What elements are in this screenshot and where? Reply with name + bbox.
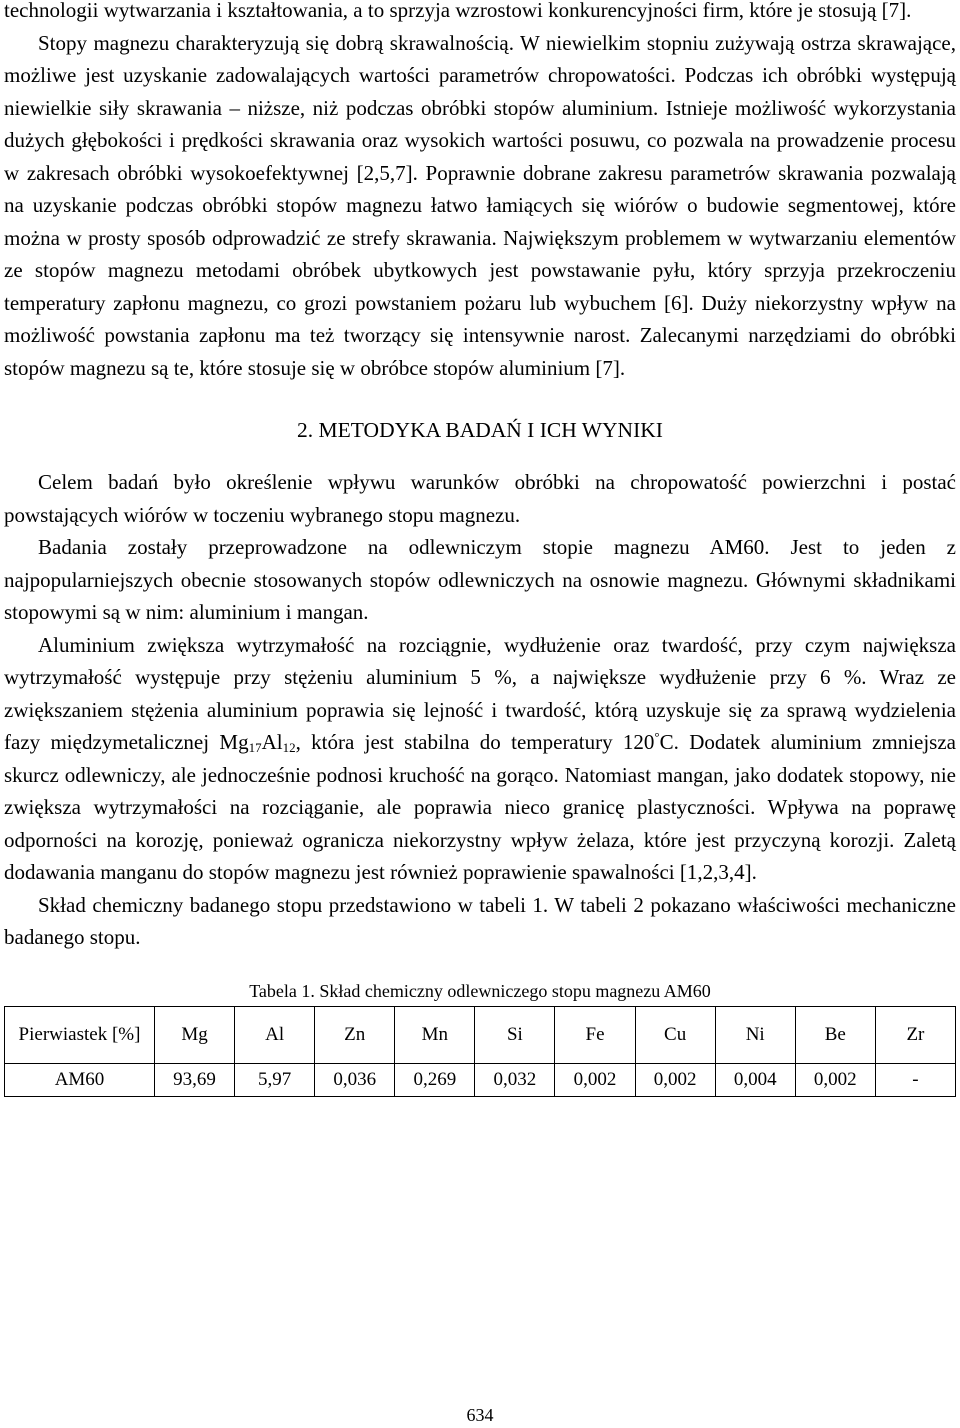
paragraph-aim: Celem badań było określenie wpływu warunków obróbki na chropowatość powierzchni i postać powstających wiórów w toczeniu wybranego stopu magnezu.	[4, 470, 956, 527]
table-cell: 0,002	[555, 1063, 635, 1096]
header-cell: Al	[235, 1006, 315, 1063]
composition-table	[4, 1006, 956, 1097]
table-row	[5, 1063, 956, 1096]
degree-sign: °	[654, 729, 660, 744]
text-fragment: C. Dodatek aluminium zmniejsza skurcz odlewniczy, ale jednocześnie podnosi kruchość na gorąco. Natomiast mangan, jako dodatek stopowy, nie zwiększa wytrzymałości na rozciąganie, ale poprawia nieco granicę plastyczności. Wpływa na poprawę odporności na korozję, ponieważ ogranicza niekorzystny wpływ żelaza, które jest przyczyną korozji. Zaletą dodawania manganu do stopów magnezu jest również poprawienie spawalności [1,2,3,4].	[4, 730, 956, 884]
table-cell: 0,004	[715, 1063, 795, 1096]
table-cell: 0,269	[395, 1063, 475, 1096]
header-cell: Si	[475, 1006, 555, 1063]
page-body	[4, 0, 956, 1097]
header-cell: Be	[795, 1006, 875, 1063]
table-cell: 0,036	[315, 1063, 395, 1096]
paragraph-machinability: Stopy magnezu charakteryzują się dobrą skrawalnością. W niewielkim stopniu zużywają ostrza skrawające, możliwe jest uzyskanie zadowalających wartości parametrów chropowatości. Podczas ich obróbki występują niewielkie siły skrawania – niższe, niż podczas obróbki stopów aluminium. Istnieje możliwość wykorzystania dużych głębokości i prędkości skrawania oraz wysokich wartości posuwu, co pozwala na prowadzenie procesu w zakresach obróbki wysokoefektywnej [2,5,7]. Poprawnie dobrane zakresu parametrów skrawania pozwalają na uzyskanie podczas obróbki stopów magnezu łatwo łamiących się wiórów o budowie segmentowej, które można w prosty sposób odprowadzić ze strefy skrawania. Największym problemem w wytwarzaniu elementów ze stopów magnezu metodami obróbek ubytkowych jest powstawanie pyłu, który sprzyja przekroczeniu temperatury zapłonu magnezu, co grozi powstaniem pożaru lub wybuchem [6]. Duży niekorzystny wpływ na możliwość powstania zapłonu ma też tworzący się intensywnie narost. Zalecanymi narzędziami do obróbki stopów magnezu są te, które stosuje się w obróbce stopów aluminium [7].	[4, 30, 956, 380]
table-header-row	[5, 1006, 956, 1063]
text-fragment: , która jest stabilna do temperatury 120	[295, 730, 655, 754]
table-cell: 93,69	[155, 1063, 235, 1096]
table-cell: 0,002	[795, 1063, 875, 1096]
page-number: 634	[466, 1405, 494, 1425]
table-cell: AM60	[5, 1063, 155, 1096]
header-cell: Mg	[155, 1006, 235, 1063]
table-cell: 5,97	[235, 1063, 315, 1096]
header-cell: Fe	[555, 1006, 635, 1063]
header-cell: Ni	[715, 1006, 795, 1063]
text-fragment: Aluminium zwiększa wytrzymałość na rozciągnie, wydłużenie oraz twardość, przy czym największa wytrzymałość występuje przy stężeniu aluminium 5 %, a największe wydłużenie przy 6 %. Wraz ze zwiększaniem stężenia aluminium poprawia się lejność i twardość, którą uzyskuje się za sprawą wydzielenia fazy międzymetalicznej Mg	[4, 632, 956, 754]
paragraph-aluminium	[4, 629, 956, 889]
table-cell: -	[875, 1063, 955, 1096]
header-cell: Zr	[875, 1006, 955, 1063]
paragraph-material: Badania zostały przeprowadzone na odlewniczym stopie magnezu AM60. Jest to jeden z najpopularniejszych obecnie stosowanych stopów odlewniczych na osnowie magnezu. Głównymi składnikami stopowymi są w nim: aluminium i mangan.	[4, 535, 956, 624]
header-cell: Mn	[395, 1006, 475, 1063]
paragraph-tables-intro: Skład chemiczny badanego stopu przedstawiono w tabeli 1. W tabeli 2 pokazano właściwości mechaniczne badanego stopu.	[4, 892, 956, 949]
header-cell: Zn	[315, 1006, 395, 1063]
header-cell: Cu	[635, 1006, 715, 1063]
subscript: 12	[282, 740, 296, 755]
section-heading: 2. METODYKA BADAŃ I ICH WYNIKI	[297, 418, 663, 442]
text-fragment: Al	[261, 730, 283, 754]
paragraph-continuation: technologii wytwarzania i kształtowania, a to sprzyja wzrostowi konkurencyjności firm, które je stosują [7].	[4, 0, 912, 22]
subscript: 17	[248, 740, 262, 755]
table-cell: 0,032	[475, 1063, 555, 1096]
table-cell: 0,002	[635, 1063, 715, 1096]
header-cell: Pierwiastek [%]	[5, 1006, 155, 1063]
table-caption: Tabela 1. Skład chemiczny odlewniczego stopu magnezu AM60	[249, 980, 711, 1001]
